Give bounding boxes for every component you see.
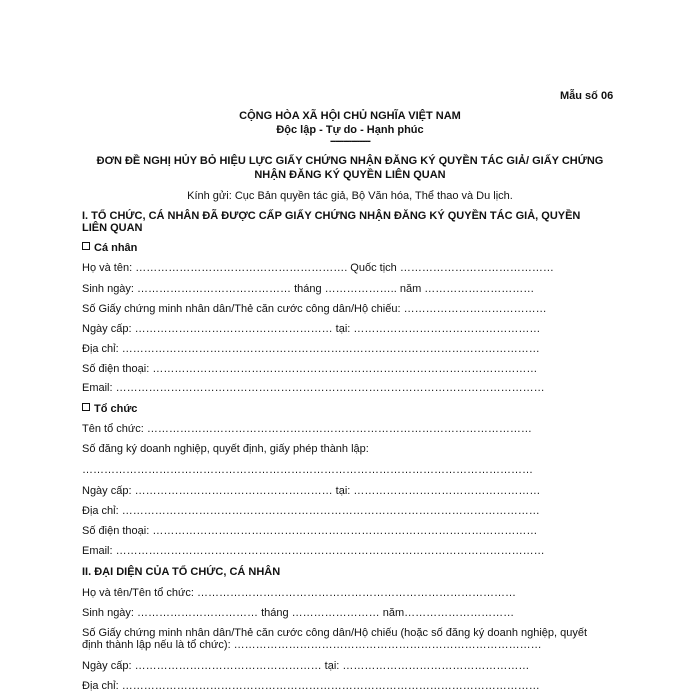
individual-email-line: Email: ………………………………………………………………………………………………………	[82, 382, 545, 394]
motto: Độc lập - Tự do - Hạnh phúc	[276, 124, 424, 136]
representative-issue-date-line: Ngày cấp: …………………………………………… tại: ……………………………………………	[82, 660, 530, 672]
recipient: Kính gửi: Cục Bản quyền tác giả, Bộ Văn hóa, Thể thao và Du lịch.	[187, 190, 513, 202]
form-number: Mẫu số 06	[560, 90, 614, 102]
section1-heading-line2: LIÊN QUAN	[82, 222, 143, 234]
organization-phone-line: Số điện thoại: ……………………………………………………………………………………………	[82, 525, 538, 537]
organization-name-line: Tên tổ chức: ……………………………………………………………………………………………	[82, 423, 532, 435]
section1-heading-line1: I. TỔ CHỨC, CÁ NHÂN ĐÃ ĐƯỢC CẤP GIẤY CHỨNG NHẬN ĐĂNG KÝ QUYỀN TÁC GIẢ, QUYỀN	[82, 210, 581, 222]
header-separator: ---------------	[330, 135, 370, 147]
organization-address-line: Địa chỉ: ……………………………………………………………………………………………………	[82, 505, 540, 517]
form-title-line2: NHẬN ĐĂNG KÝ QUYỀN LIÊN QUAN	[254, 169, 446, 181]
individual-issue-date-line: Ngày cấp: ……………………………………………… tại: ……………………………………………	[82, 323, 541, 335]
representative-id-line2: định thành lập nếu là tổ chức): …………………………………………………………………………	[82, 639, 542, 651]
individual-id-line: Số Giấy chứng minh nhân dân/Thẻ căn cước công dân/Hộ chiếu: …………………………………	[82, 303, 547, 315]
individual-label: Cá nhân	[94, 242, 138, 254]
national-title: CỘNG HÒA XÃ HỘI CHỦ NGHĨA VIỆT NAM	[239, 110, 461, 122]
organization-reg-label: Số đăng ký doanh nghiệp, quyết định, giấy phép thành lập:	[82, 443, 369, 455]
organization-label: Tổ chức	[94, 403, 138, 415]
organization-option	[82, 403, 137, 415]
individual-address-line: Địa chỉ: ……………………………………………………………………………………………………	[82, 343, 540, 355]
organization-email-line: Email: ………………………………………………………………………………………………………	[82, 545, 545, 557]
representative-address-line: Địa chỉ: ……………………………………………………………………………………………………	[82, 680, 540, 692]
representative-id-line1: Số Giấy chứng minh nhân dân/Thẻ căn cước công dân/Hộ chiếu (hoặc số đăng ký doanh nghiệp, quyết	[82, 627, 588, 639]
organization-reg-line: ……………………………………………………………………………………………………………	[82, 464, 533, 476]
individual-option	[82, 242, 137, 254]
representative-dob-line: Sinh ngày: …………………………… tháng …………………… năm…………………………	[82, 607, 515, 619]
individual-phone-line: Số điện thoại: ……………………………………………………………………………………………	[82, 363, 538, 375]
organization-issue-date-line: Ngày cấp: ……………………………………………… tại: ……………………………………………	[82, 485, 541, 497]
form-title-line1: ĐƠN ĐỀ NGHỊ HỦY BỎ HIỆU LỰC GIẤY CHỨNG NHẬN ĐĂNG KÝ QUYỀN TÁC GIẢ/ GIẤY CHỨNG	[96, 155, 604, 167]
individual-checkbox-icon	[82, 242, 90, 250]
representative-name-line: Họ và tên/Tên tổ chức: ……………………………………………………………………………	[82, 587, 516, 599]
organization-checkbox-icon	[82, 403, 90, 411]
section2-heading: II. ĐẠI DIỆN CỦA TỔ CHỨC, CÁ NHÂN	[82, 566, 281, 578]
individual-dob-line: Sinh ngày: …………………………………… tháng ……………….. năm …………………………	[82, 283, 535, 295]
individual-name-line: Họ và tên: …………………………………………………. Quốc tịch ……………………………………	[82, 262, 554, 274]
